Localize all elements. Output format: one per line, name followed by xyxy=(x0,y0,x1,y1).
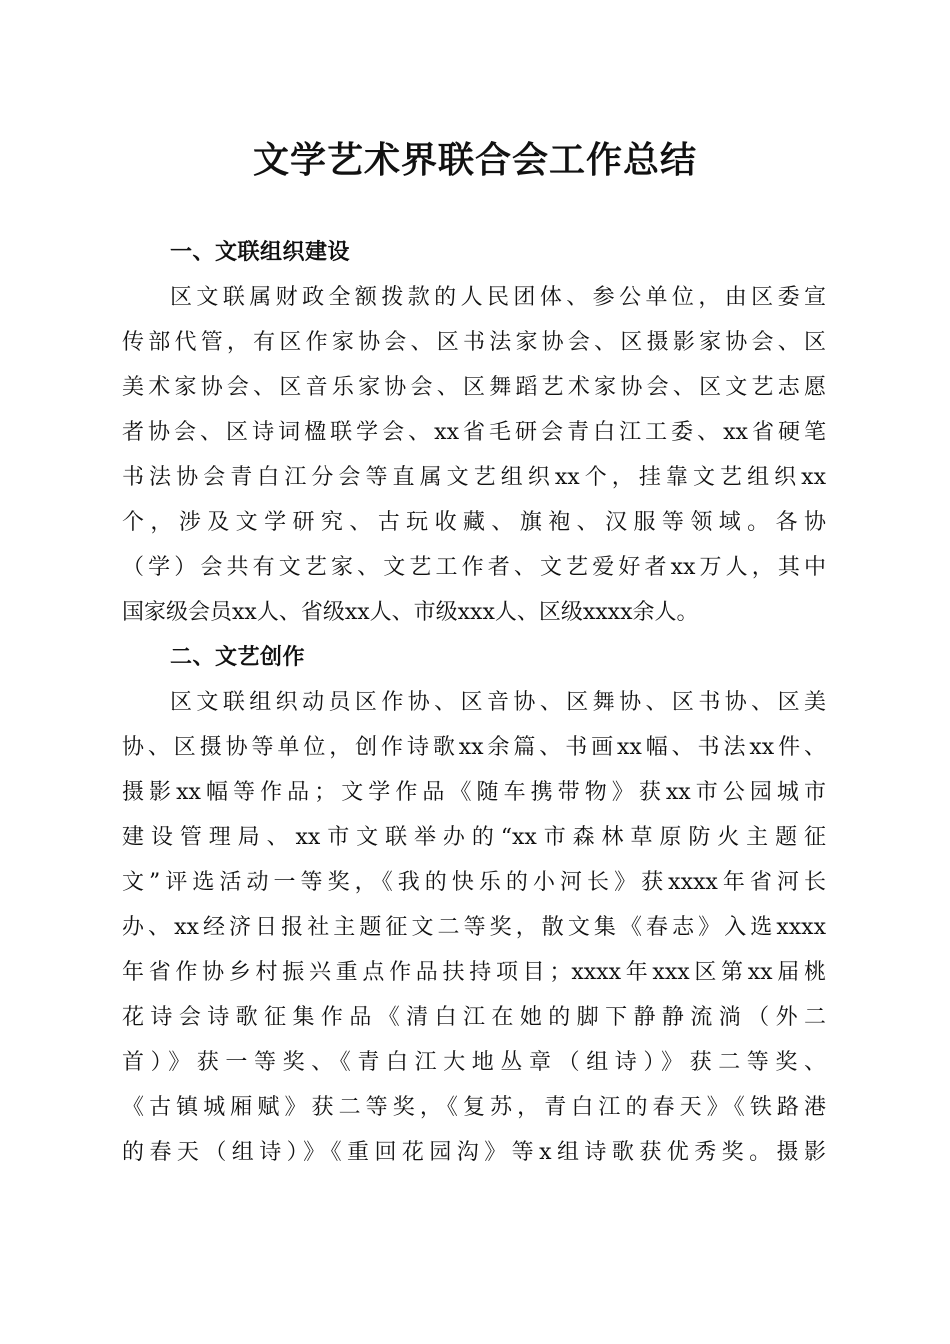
paragraph-line: 协、区摄协等单位，创作诗歌xx余篇、书画xx幅、书法xx件、 xyxy=(122,735,826,760)
paragraph-line: 办、xx经济日报社主题征文二等奖，散文集《春志》入选xxxx xyxy=(122,915,826,940)
document-body xyxy=(122,230,826,1175)
paragraph-line: 花诗会诗歌征集作品《清白江在她的脚下静静流淌（外二 xyxy=(122,1005,826,1030)
paragraph-line: 美术家协会、区音乐家协会、区舞蹈艺术家协会、区文艺志愿 xyxy=(122,375,826,400)
section-heading-creation: 二、文艺创作 xyxy=(170,645,306,670)
paragraph-line: 个，涉及文学研究、古玩收藏、旗袍、汉服等领域。各协 xyxy=(122,510,826,535)
paragraph-line: 书法协会青白江分会等直属文艺组织xx个，挂靠文艺组织xx xyxy=(122,465,826,490)
paragraph-line: 区文联属财政全额拨款的人民团体、参公单位，由区委宣 xyxy=(170,285,826,310)
paragraph-line: 区文联组织动员区作协、区音协、区舞协、区书协、区美 xyxy=(170,690,826,715)
document-title: 文学艺术界联合会工作总结 xyxy=(252,139,697,181)
paragraph-line: （学）会共有文艺家、文艺工作者、文艺爱好者xx万人，其中 xyxy=(122,555,826,580)
paragraph-line: 年省作协乡村振兴重点作品扶持项目；xxxx年xxx区第xx届桃 xyxy=(122,960,826,985)
paragraph-line: 者协会、区诗词楹联学会、xx省毛研会青白江工委、xx省硬笔 xyxy=(122,420,826,445)
paragraph-organization xyxy=(122,275,826,635)
paragraph-line: 国家级会员xx人、省级xx人、市级xxx人、区级xxxx余人。 xyxy=(122,600,699,625)
section-heading-organization: 一、文联组织建设 xyxy=(170,240,351,265)
paragraph-line: 传部代管，有区作家协会、区书法家协会、区摄影家协会、区 xyxy=(122,330,826,355)
paragraph-creation xyxy=(122,680,826,1175)
paragraph-line: 《古镇城厢赋》获二等奖，《复苏，青白江的春天》《铁路港 xyxy=(122,1095,826,1120)
paragraph-line: 文”评选活动一等奖，《我的快乐的小河长》获xxxx年省河长 xyxy=(122,870,826,895)
paragraph-line: 的春天（组诗）》《重回花园沟》等x组诗歌获优秀奖。摄影 xyxy=(122,1140,826,1165)
paragraph-line: 首）》获一等奖、《青白江大地丛章（组诗）》获二等奖、 xyxy=(122,1050,826,1075)
paragraph-line: 建设管理局、xx市文联举办的“xx市森林草原防火主题征 xyxy=(122,825,826,850)
paragraph-line: 摄影xx幅等作品；文学作品《随车携带物》获xx市公园城市 xyxy=(122,780,826,805)
